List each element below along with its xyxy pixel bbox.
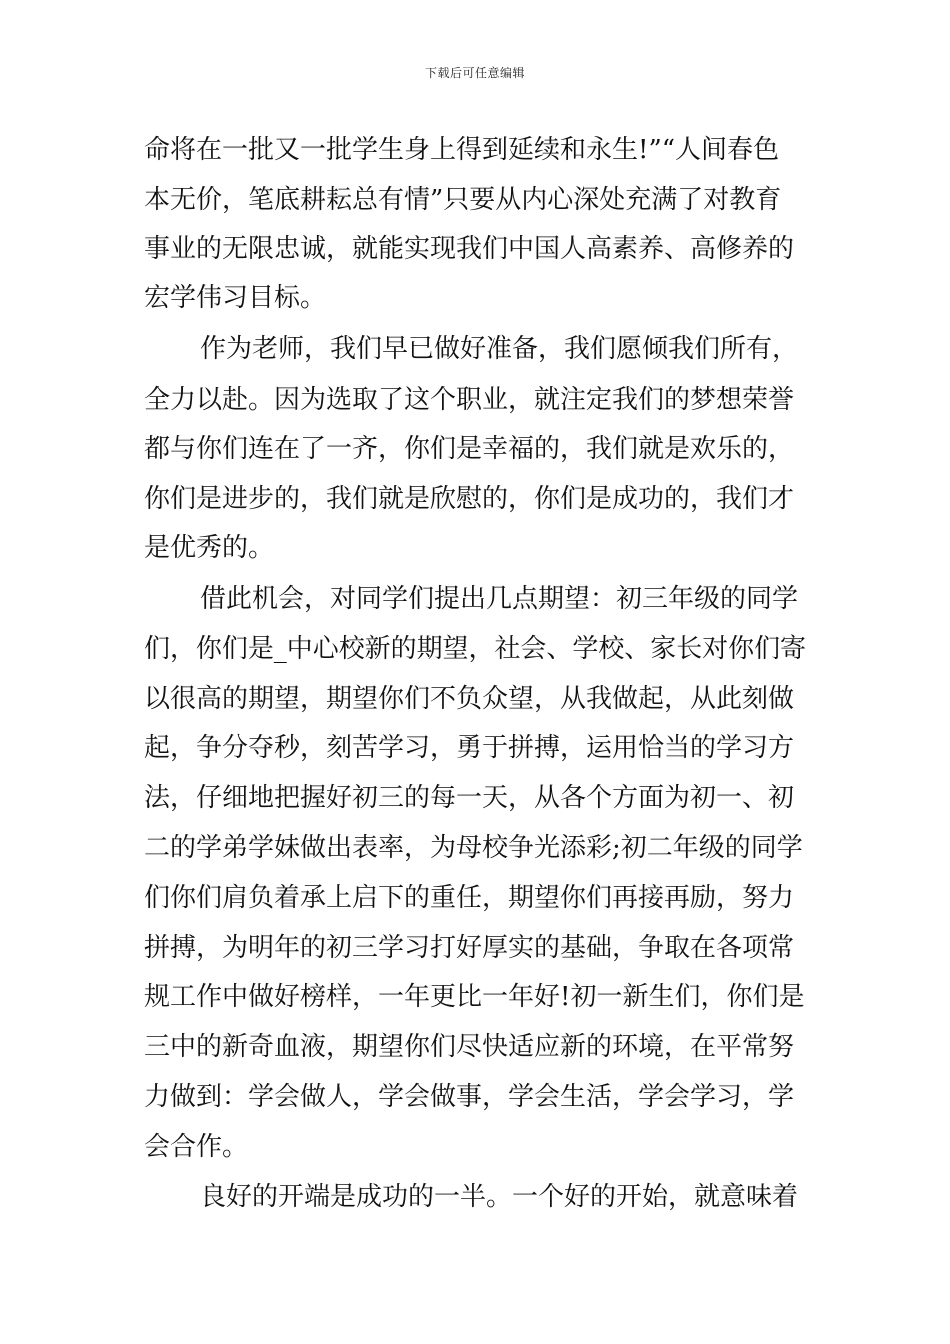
text-line: 命将在一批又一批学生身上得到延续和永生!”“人间春色 <box>144 135 780 165</box>
text-line: 以很高的期望，期望你们不负众望，从我做起，从此刻做 <box>144 684 795 714</box>
text-line: 们，你们是_中心校新的期望，社会、学校、家长对你们寄 <box>144 634 807 664</box>
text-line: 本无价，笔底耕耘总有情”只要从内心深处充满了对教育 <box>144 185 782 215</box>
paragraph-first-line: 借此机会，对同学们提出几点期望：初三年级的同学 <box>200 584 799 614</box>
text-line: 们你们肩负着承上启下的重任，期望你们再接再励，努力 <box>144 883 795 913</box>
page-header-note: 下载后可任意编辑 <box>424 66 525 80</box>
paragraph-first-line: 作为老师，我们早已做好准备，我们愿倾我们所有， <box>200 334 799 364</box>
text-line: 你们是进步的，我们就是欣慰的，你们是成功的，我们才 <box>144 484 795 514</box>
text-line: 三中的新奇血液，期望你们尽快适应新的环境，在平常努 <box>144 1032 795 1062</box>
text-line: 是优秀的。 <box>144 533 275 563</box>
text-line: 宏学伟习目标。 <box>144 283 327 313</box>
text-line: 二的学弟学妹做出表率，为母校争光添彩;初二年级的同学 <box>144 833 803 863</box>
text-line: 事业的无限忠诚，就能实现我们中国人高素养、高修养的 <box>144 234 795 264</box>
text-line: 都与你们连在了一齐，你们是幸福的，我们就是欢乐的， <box>144 434 795 464</box>
paragraph-first-line: 良好的开端是成功的一半。一个好的开始，就意味着 <box>200 1182 799 1212</box>
text-line: 全力以赴。因为选取了这个职业，就注定我们的梦想荣誉 <box>144 385 795 415</box>
text-line: 力做到：学会做人，学会做事，学会生活，学会学习，学 <box>144 1082 795 1112</box>
text-line: 拼搏，为明年的初三学习打好厚实的基础，争取在各项常 <box>144 933 795 963</box>
text-line: 规工作中做好榜样，一年更比一年好!初一新生们，你们是 <box>144 982 805 1012</box>
text-line: 会合作。 <box>144 1132 249 1162</box>
text-line: 起，争分夺秒，刻苦学习，勇于拼搏，运用恰当的学习方 <box>144 733 795 763</box>
text-line: 法，仔细地把握好初三的每一天，从各个方面为初一、初 <box>144 783 795 813</box>
